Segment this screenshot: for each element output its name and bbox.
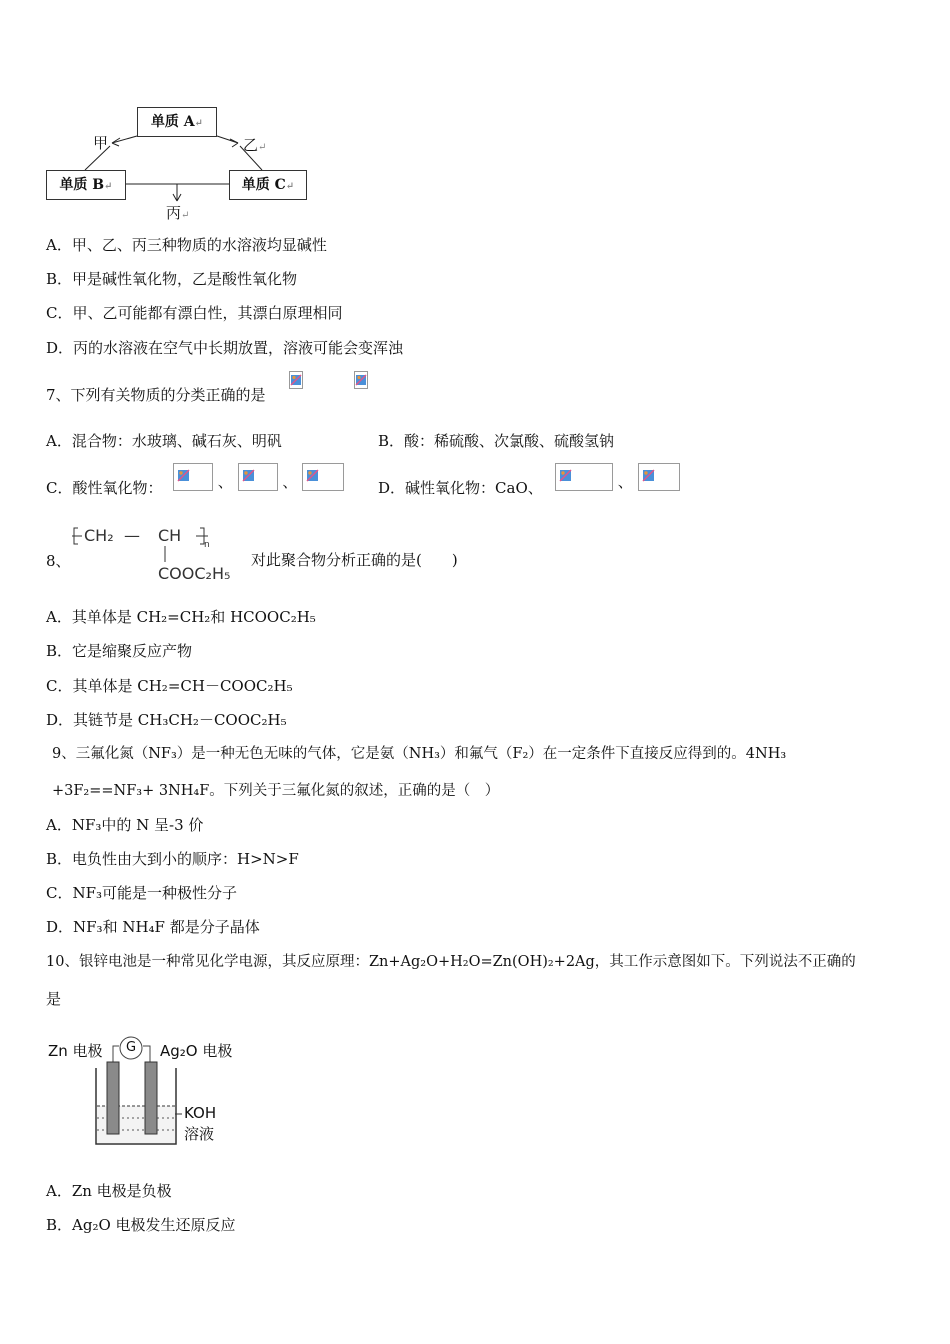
formula-image-box xyxy=(638,463,680,491)
q6-option-b: B．甲是碱性氧化物，乙是酸性氧化物 xyxy=(46,270,298,288)
separator: 、 xyxy=(282,473,298,491)
polymer-formula xyxy=(72,522,252,584)
q8-num: 8、 xyxy=(46,552,71,570)
q7-stem: 7、下列有关物质的分类正确的是 xyxy=(46,386,266,404)
q6-option-c: C．甲、乙可能都有漂白性，其漂白原理相同 xyxy=(46,304,343,322)
q7-option-a: A．混合物：水玻璃、碱石灰、明矾 xyxy=(46,432,282,450)
q9-line2: +3F₂==NF₃+ 3NH₄F。下列关于三氟化氮的叙述，正确的是（ ） xyxy=(52,783,500,799)
q7-option-d: D．碱性氧化物：CaO、 xyxy=(378,479,543,497)
box-a: 单质 A↵ xyxy=(137,107,217,137)
formula-image-box xyxy=(173,463,213,491)
q9-option-c: C．NF₃可能是一种极性分子 xyxy=(46,884,238,902)
q9-option-a: A．NF₃中的 N 呈-3 价 xyxy=(46,816,204,834)
koh-label: KOH xyxy=(184,1104,217,1122)
battery-figure xyxy=(46,1034,256,1154)
formula-ch: CH xyxy=(158,526,182,545)
formula-dash: — xyxy=(124,526,140,545)
image-placeholder-icon xyxy=(176,467,190,485)
q7-c-images xyxy=(173,463,344,493)
zn-electrode-label: Zn 电极 xyxy=(48,1042,103,1060)
formula-image-box xyxy=(302,463,344,491)
q8-stem: 对此聚合物分析正确的是( ) xyxy=(251,551,458,569)
label-bing: 丙↵ xyxy=(166,204,190,222)
solution-label: 溶液 xyxy=(184,1125,215,1143)
image-placeholder-icon xyxy=(289,371,303,389)
q8-option-b: B．它是缩聚反应产物 xyxy=(46,642,193,660)
label-yi: 乙↵ xyxy=(243,136,267,154)
formula-image-box xyxy=(238,463,278,491)
q6-option-a: A．甲、乙、丙三种物质的水溶液均显碱性 xyxy=(46,236,327,254)
q9-line1: 9、三氟化氮（NF₃）是一种无色无味的气体，它是氨（NH₃）和氟气（F₂）在一定条件下直接反应得到的。4NH₃ xyxy=(52,746,787,762)
formula-n: n xyxy=(204,540,210,550)
label-jia: 甲 xyxy=(93,134,109,152)
q10-line1: 10、银锌电池是一种常见化学电源，其反应原理：Zn+Ag₂O+H₂O=Zn(OH)₂+2Ag，其工作示意图如下。下列说法不正确的 xyxy=(46,954,856,970)
formula-image-box xyxy=(555,463,613,491)
box-c: 单质 C↵ xyxy=(229,170,307,200)
q9-option-b: B．电负性由大到小的顺序：H>N>F xyxy=(46,850,299,868)
separator: 、 xyxy=(617,473,633,491)
box-b: 单质 B↵ xyxy=(46,170,126,200)
image-placeholder-icon xyxy=(558,467,572,485)
galvanometer-label: G xyxy=(126,1040,137,1055)
image-placeholder-icon xyxy=(305,467,319,485)
image-placeholder-icon xyxy=(241,467,255,485)
q10-line2: 是 xyxy=(46,990,62,1008)
formula-cooc2h5: COOC₂H₅ xyxy=(158,564,231,583)
image-placeholder-icon xyxy=(354,371,368,389)
q10-option-a: A．Zn 电极是负极 xyxy=(46,1182,172,1200)
q8-option-d: D．其链节是 CH₃CH₂－COOC₂H₅ xyxy=(46,711,287,729)
q6-option-d: D．丙的水溶液在空气中长期放置，溶液可能会变浑浊 xyxy=(46,339,404,357)
q7-option-b: B．酸：稀硫酸、次氯酸、硫酸氢钠 xyxy=(378,432,615,450)
ag2o-electrode-label: Ag₂O 电极 xyxy=(160,1042,233,1060)
q8-option-a: A．其单体是 CH₂=CH₂和 HCOOC₂H₅ xyxy=(46,608,316,626)
q8-option-c: C．其单体是 CH₂=CH－COOC₂H₅ xyxy=(46,677,293,695)
q9-option-d: D．NF₃和 NH₄F 都是分子晶体 xyxy=(46,918,260,936)
q7-option-c: C．酸性氧化物： xyxy=(46,479,163,497)
q10-option-b: B．Ag₂O 电极发生还原反应 xyxy=(46,1216,236,1234)
formula-ch2: CH₂ xyxy=(84,526,114,545)
q7-d-images xyxy=(555,463,680,493)
image-placeholder-icon xyxy=(641,467,655,485)
separator: 、 xyxy=(217,473,233,491)
